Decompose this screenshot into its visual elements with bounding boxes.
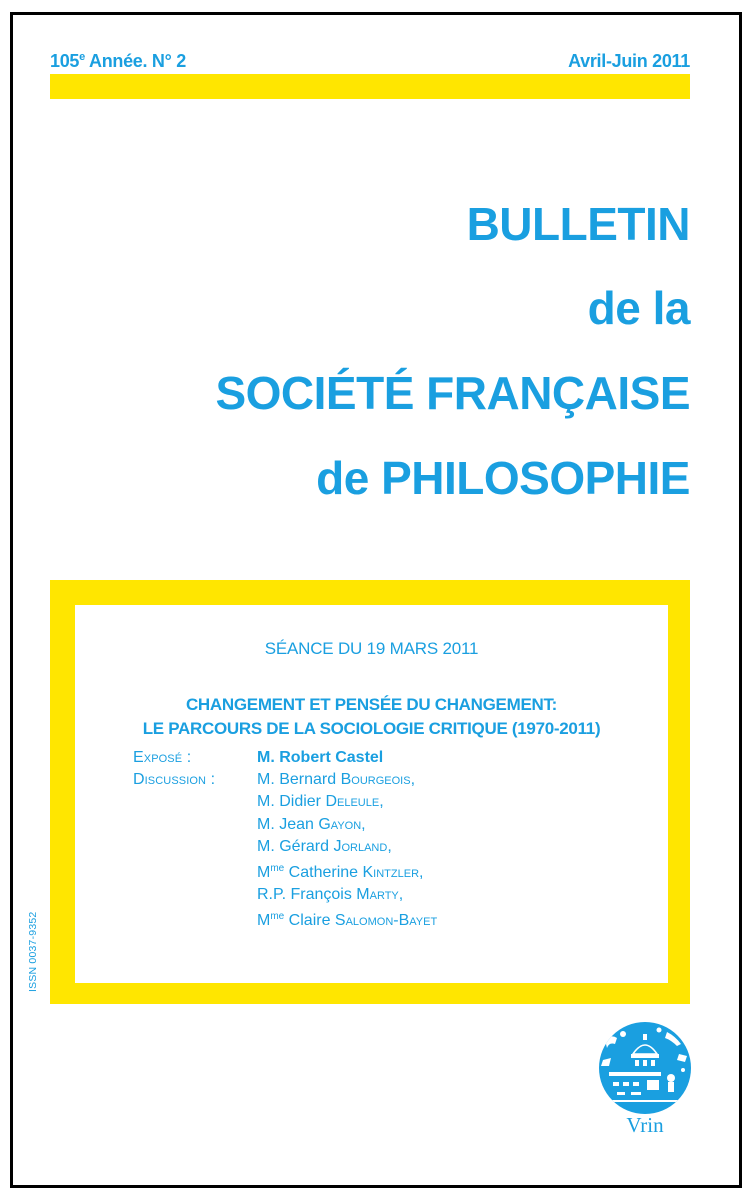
discussant-row <box>133 836 437 858</box>
title-line-societe: SOCIÉTÉ FRANÇAISE <box>215 367 690 419</box>
discussant: $M^{me}$ Catherine Kintzler, <box>257 863 424 882</box>
discussant-row <box>133 858 437 884</box>
title-line-philosophie: de PHILOSOPHIE <box>316 452 690 504</box>
session-date: SÉANCE DU 19 MARS 2011 <box>264 639 479 658</box>
discussant: R.P. François Marty, <box>257 886 404 904</box>
discussant: M. Didier Deleule, <box>257 793 384 811</box>
title-line-bulletin: BULLETIN <box>466 198 690 250</box>
title-line-de-la: de la <box>587 282 690 334</box>
session-box-inner <box>75 605 668 983</box>
session-box <box>50 580 690 1004</box>
expose-row <box>133 747 437 769</box>
expose-speaker: M. Robert Castel <box>257 749 384 766</box>
discussant-row <box>133 791 437 813</box>
issue-label: Année. N° 2 <box>84 51 186 71</box>
issue-number <box>50 51 186 72</box>
discussant: M. Jean Gayon, <box>257 815 366 833</box>
header-yellow-bar <box>50 74 690 99</box>
discussant-row <box>133 814 437 836</box>
discussion-label: Discussion : <box>133 771 216 789</box>
publisher-name: Vrin <box>626 1113 664 1137</box>
issn-label: ISSN 0037-9352 <box>27 911 39 992</box>
theme-line-1: CHANGEMENT ET PENSÉE DU CHANGEMENT: <box>185 695 558 714</box>
discussant: M. Gérard Jorland, <box>257 837 392 855</box>
discussant-row <box>133 884 437 906</box>
issue-period: Avril-Juin 2011 <box>568 51 690 71</box>
discussion-row <box>133 769 437 791</box>
participants-list <box>133 747 437 933</box>
building-engraving-icon <box>597 1020 693 1116</box>
expose-label: Exposé : <box>133 749 192 766</box>
year-number: 105 <box>50 51 80 71</box>
discussant: M. Bernard Bourgeois, <box>257 771 416 789</box>
discussant: $M^{me}$ Claire Salomon-Bayet <box>257 911 438 930</box>
session-theme <box>75 693 668 741</box>
theme-line-2: LE PARCOURS DE LA SOCIOLOGIE CRITIQUE (1970-2011) <box>142 719 601 738</box>
discussant-row <box>133 906 437 932</box>
year-suffix: e <box>79 51 85 63</box>
